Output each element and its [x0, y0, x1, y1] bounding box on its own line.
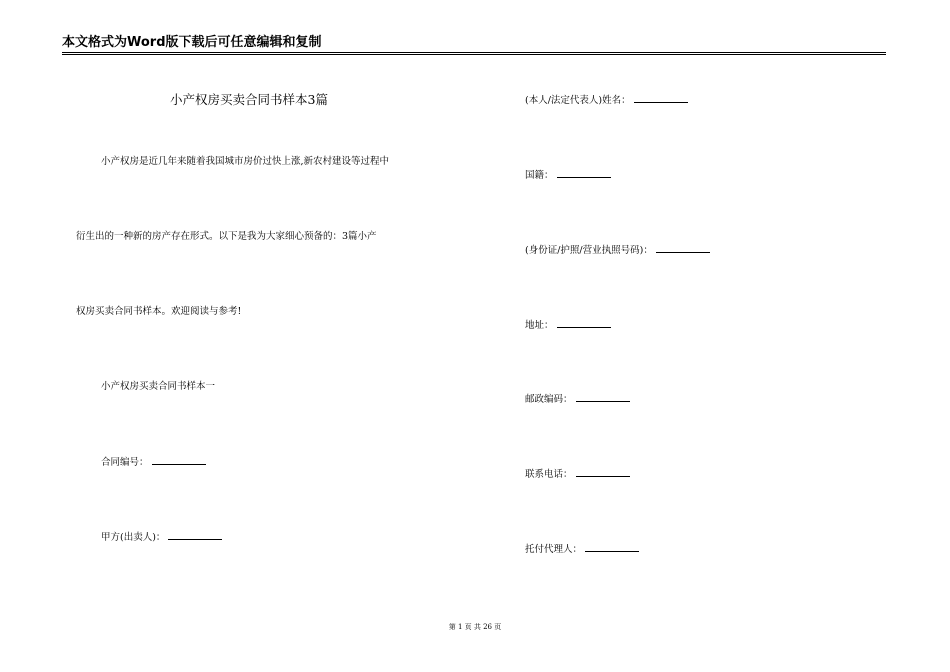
field-label: 托付代理人： — [525, 544, 583, 555]
page-number: 第 1 页 共 26 页 — [448, 623, 502, 631]
sample-heading: 小产权房买卖合同书样本一 — [101, 381, 216, 392]
party-a-field — [101, 530, 222, 545]
agent-field — [525, 542, 639, 557]
fill-in-blank — [585, 542, 639, 552]
id-number-field — [525, 243, 710, 258]
intro-line: 小产权房是近几年来随着我国城市房价过快上涨,新农村建设等过程中 — [101, 156, 390, 167]
field-label: 合同编号： — [101, 457, 149, 468]
fill-in-blank — [634, 93, 688, 103]
field-label: 联系电话： — [525, 469, 573, 480]
fill-in-blank — [557, 318, 611, 328]
field-label: (本人/法定代表人)姓名： — [525, 95, 631, 106]
nationality-field — [525, 168, 611, 183]
fill-in-blank — [576, 467, 630, 477]
document-header: 本文格式为Word版下载后可任意编辑和复制 — [62, 35, 322, 50]
document-title: 小产权房买卖合同书样本3篇 — [170, 92, 328, 107]
contract-number-field — [101, 455, 206, 470]
field-label: 甲方(出卖人)： — [101, 532, 166, 543]
name-field — [525, 93, 688, 108]
field-label: 邮政编码： — [525, 394, 573, 405]
fill-in-blank — [557, 168, 611, 178]
fill-in-blank — [168, 530, 222, 540]
intro-line: 衍生出的一种新的房产存在形式。以下是我为大家细心预备的：3篇小产 — [76, 231, 377, 242]
field-label: 国籍： — [525, 170, 554, 181]
field-label: 地址： — [525, 320, 554, 331]
fill-in-blank — [656, 243, 710, 253]
phone-field — [525, 467, 630, 482]
postal-code-field — [525, 392, 630, 407]
header-divider — [62, 52, 886, 55]
field-label: (身份证/护照/营业执照号码)： — [525, 245, 653, 256]
fill-in-blank — [152, 455, 206, 465]
address-field — [525, 318, 611, 333]
fill-in-blank — [576, 392, 630, 402]
intro-line: 权房买卖合同书样本。欢迎阅读与参考! — [76, 306, 242, 317]
